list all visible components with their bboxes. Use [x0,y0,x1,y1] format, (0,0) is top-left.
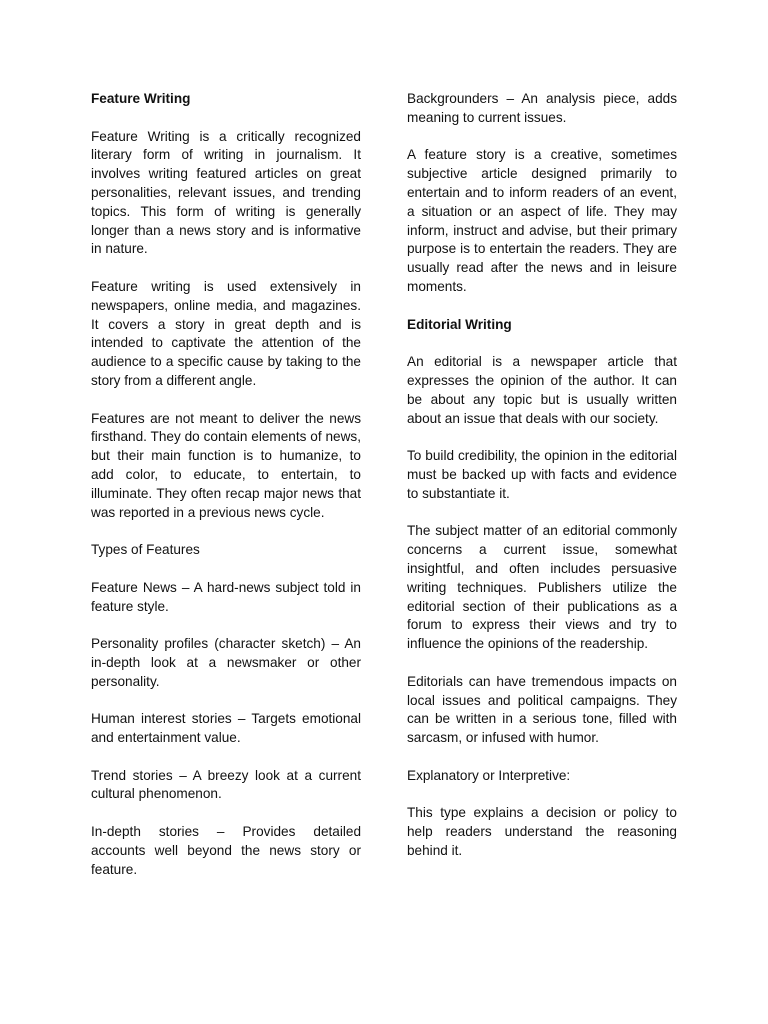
editorial-writing-heading: Editorial Writing [407,316,512,332]
editorial-paragraph-1: An editorial is a newspaper article that expresses the opinion of the author. It can be about any topic but is usually written about an issue that deals with our society. [407,354,677,426]
feature-writing-paragraph-1: Feature Writing is a critically recognized literary form of writing in journalism. It involves writing featured articles on great personalities, relevant issues, and trending topics. This form of writing is generally longer than a news story and is informative in nature. [91,128,361,257]
editorial-paragraph-2: To build credibility, the opinion in the editorial must be backed up with facts and evidence to substantiate it. [407,448,677,501]
feature-writing-paragraph-3: Features are not meant to deliver the news firsthand. They do contain elements of news, but their main function is to humanize, to add color, to educate, to entertain, to illuminate. They often recap major news that was reported in a previous news cycle. [91,410,361,520]
explanatory-heading: Explanatory or Interpretive: [407,767,571,783]
feature-story-paragraph: A feature story is a creative, sometimes subjective article designed primarily to entertain and to inform readers of an event, a situation or an aspect of life. They may inform, instruct and advise, but their primary purpose is to entertain the readers. They are usually read after the news and in leisure moments. [407,147,677,294]
feature-writing-paragraph-2: Feature writing is used extensively in newspapers, online media, and magazines. It covers a story in great depth and is intended to captivate the attention of the audience to a specific cause by taking to the story from a different angle. [91,278,361,388]
editorial-paragraph-4: Editorials can have tremendous impacts on local issues and political campaigns. They can be written in a serious tone, filled with sarcasm, or infused with humor. [407,673,677,746]
feature-type-human-interest: Human interest stories – Targets emotional and entertainment value. [91,711,361,746]
feature-type-personality-profiles: Personality profiles (character sketch) – An in-depth look at a newsmaker or other personality. [91,636,361,689]
editorial-paragraph-3: The subject matter of an editorial commonly concerns a current issue, somewhat insightful, and often includes persuasive writing techniques. Publishers utilize the editorial section of their publications as a forum to express their views and try to influence the opinions of the readership. [407,523,677,652]
right-column [407,90,677,879]
explanatory-paragraph: This type explains a decision or policy to help readers understand the reasoning behind it. [407,805,677,858]
feature-type-in-depth-stories: In-depth stories – Provides detailed accounts well beyond the news story or feature. [91,824,361,877]
left-column [91,90,361,898]
feature-type-trend-stories: Trend stories – A breezy look at a current cultural phenomenon. [91,767,361,802]
feature-type-feature-news: Feature News – A hard-news subject told in feature style. [91,579,361,614]
feature-writing-heading: Feature Writing [91,91,191,106]
types-of-features-heading: Types of Features [91,542,200,558]
feature-type-backgrounders: Backgrounders – An analysis piece, adds meaning to current issues. [407,91,677,125]
